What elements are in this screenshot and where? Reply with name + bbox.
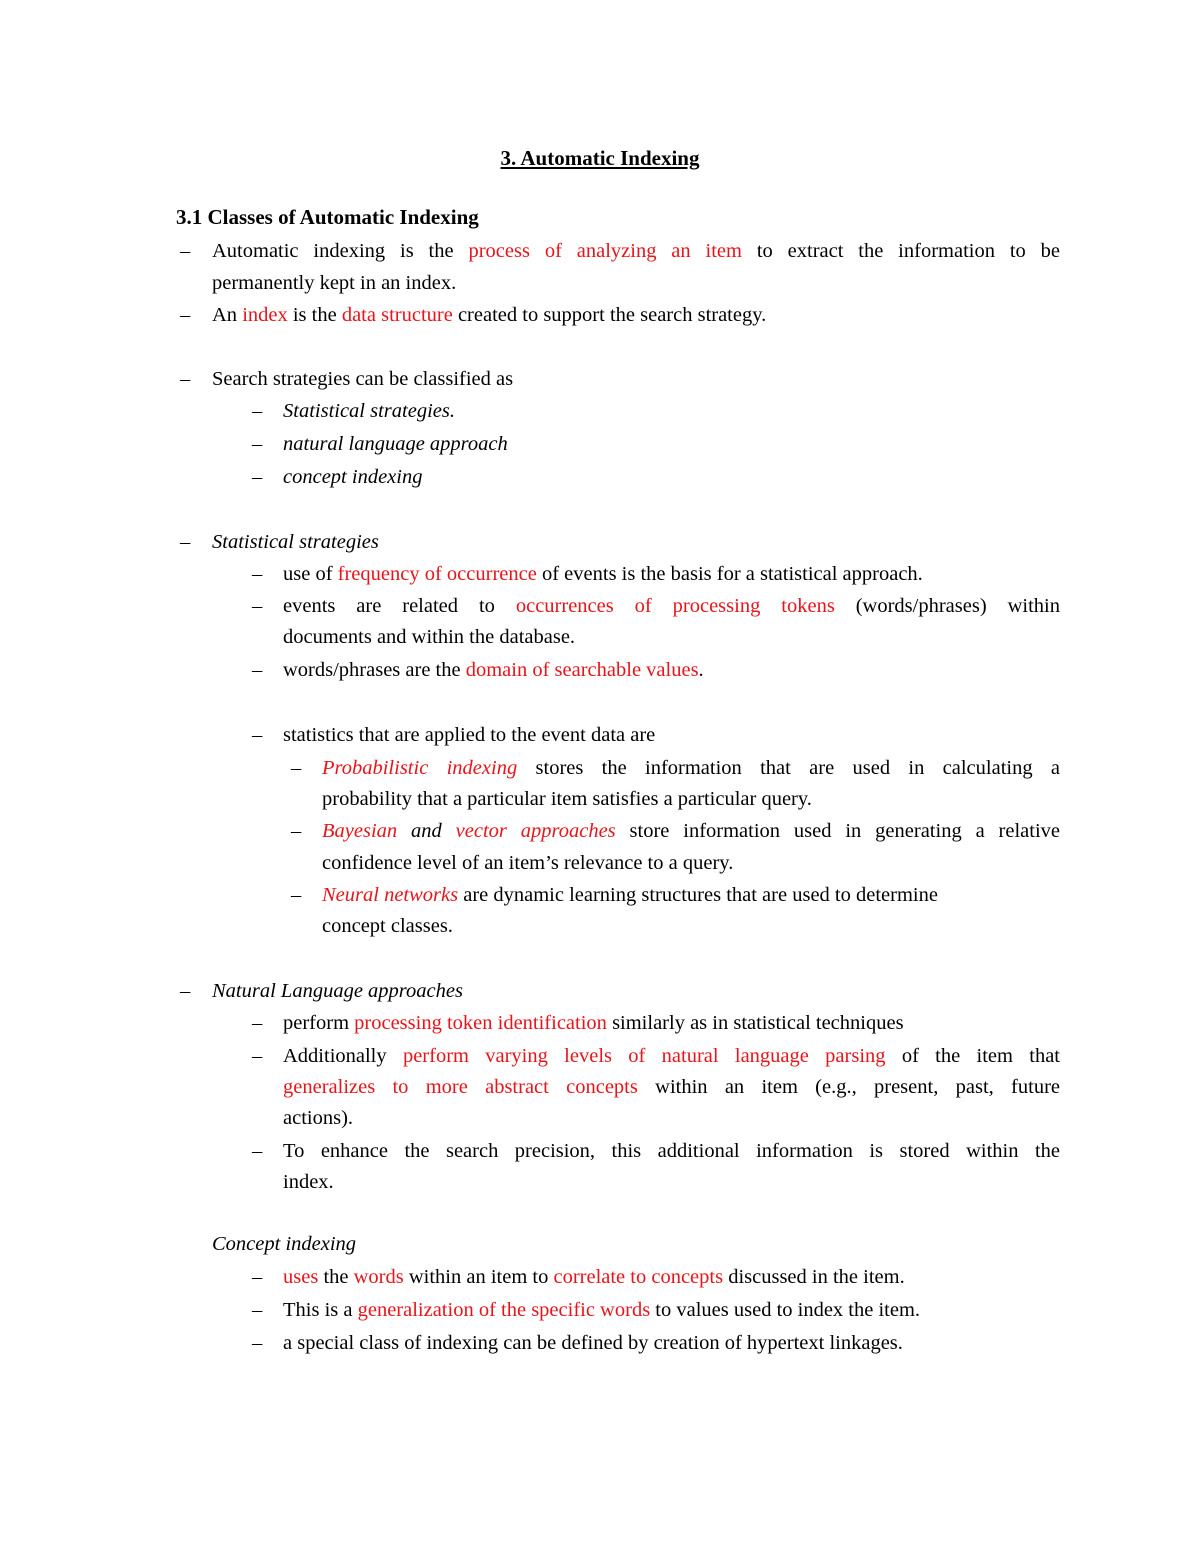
dash-marker: – — [252, 1045, 263, 1067]
dash-marker: – — [291, 884, 302, 906]
section-heading: 3.1 Classes of Automatic Indexing — [176, 205, 479, 229]
stat-sub-probabilistic-cont: probability that a particular item satisfies a particular query. — [322, 788, 812, 810]
dash-marker: – — [180, 304, 191, 326]
nl-item-parsing: Additionally perform varying levels of natural language parsing of the item that — [283, 1045, 1060, 1067]
stat-item-frequency: use of frequency of occurrence of events is the basis for a statistical approach. — [283, 563, 923, 585]
stat-item-domain: words/phrases are the domain of searchable values. — [283, 659, 704, 681]
dash-marker: – — [180, 240, 191, 262]
ci-item-hypertext: a special class of indexing can be defined by creation of hypertext linkages. — [283, 1332, 903, 1354]
dash-marker: – — [252, 724, 263, 746]
nl-item-parsing-cont: generalizes to more abstract concepts within an item (e.g., present, past, future — [283, 1076, 1060, 1098]
nl-item-parsing-end: actions). — [283, 1107, 354, 1129]
bullet-automatic-indexing-cont: permanently kept in an index. — [212, 272, 457, 294]
dash-marker: – — [180, 368, 191, 390]
ci-item-uses-words: uses the words within an item to correlate to concepts discussed in the item. — [283, 1266, 905, 1288]
dash-marker: – — [252, 659, 263, 681]
dash-marker: – — [252, 466, 263, 488]
sub-item-statistical: Statistical strategies. — [283, 400, 455, 422]
dash-marker: – — [252, 563, 263, 585]
nl-item-processing-token: perform processing token identification similarly as in statistical techniques — [283, 1012, 904, 1034]
ci-item-generalization: This is a generalization of the specific words to values used to index the item. — [283, 1299, 921, 1321]
dash-marker: – — [252, 1012, 263, 1034]
stat-sub-bayesian: Bayesian and vector approaches store information used in generating a relative — [322, 820, 1060, 842]
nl-item-precision-cont: index. — [283, 1171, 334, 1193]
dash-marker: – — [291, 820, 302, 842]
stat-sub-bayesian-cont: confidence level of an item’s relevance to a query. — [322, 852, 734, 874]
stat-sub-probabilistic: Probabilistic indexing stores the information that are used in calculating a — [322, 757, 1060, 779]
dash-marker: – — [180, 531, 191, 553]
nl-item-precision: To enhance the search precision, this additional information is stored within the — [283, 1140, 1060, 1162]
dash-marker: – — [252, 433, 263, 455]
stat-sub-neural-cont: concept classes. — [322, 915, 453, 937]
bullet-search-strategies: Search strategies can be classified as — [212, 368, 514, 390]
section-natural-language-label: Natural Language approaches — [212, 980, 463, 1002]
stat-sub-neural: Neural networks are dynamic learning structures that are used to determine — [322, 884, 938, 906]
dash-marker: – — [252, 400, 263, 422]
dash-marker: – — [252, 1332, 263, 1354]
sub-item-concept-indexing: concept indexing — [283, 466, 423, 488]
dash-marker: – — [252, 1140, 263, 1162]
dash-marker: – — [180, 980, 191, 1002]
dash-marker: – — [252, 1299, 263, 1321]
dash-marker: – — [252, 595, 263, 617]
page-title: 3. Automatic Indexing — [500, 146, 700, 170]
dash-marker: – — [291, 757, 302, 779]
stat-item-events-cont: documents and within the database. — [283, 626, 576, 648]
stat-item-events: events are related to occurrences of processing tokens (words/phrases) within — [283, 595, 1060, 617]
stat-item-statistics: statistics that are applied to the event data are — [283, 724, 656, 746]
bullet-automatic-indexing: Automatic indexing is the process of analyzing an item to extract the information to be — [212, 240, 1060, 262]
sub-item-natural-language: natural language approach — [283, 433, 508, 455]
section-concept-indexing-label: Concept indexing — [212, 1233, 357, 1255]
dash-marker: – — [252, 1266, 263, 1288]
section-statistical-label: Statistical strategies — [212, 531, 379, 553]
bullet-index-definition: An index is the data structure created to support the search strategy. — [212, 304, 767, 326]
